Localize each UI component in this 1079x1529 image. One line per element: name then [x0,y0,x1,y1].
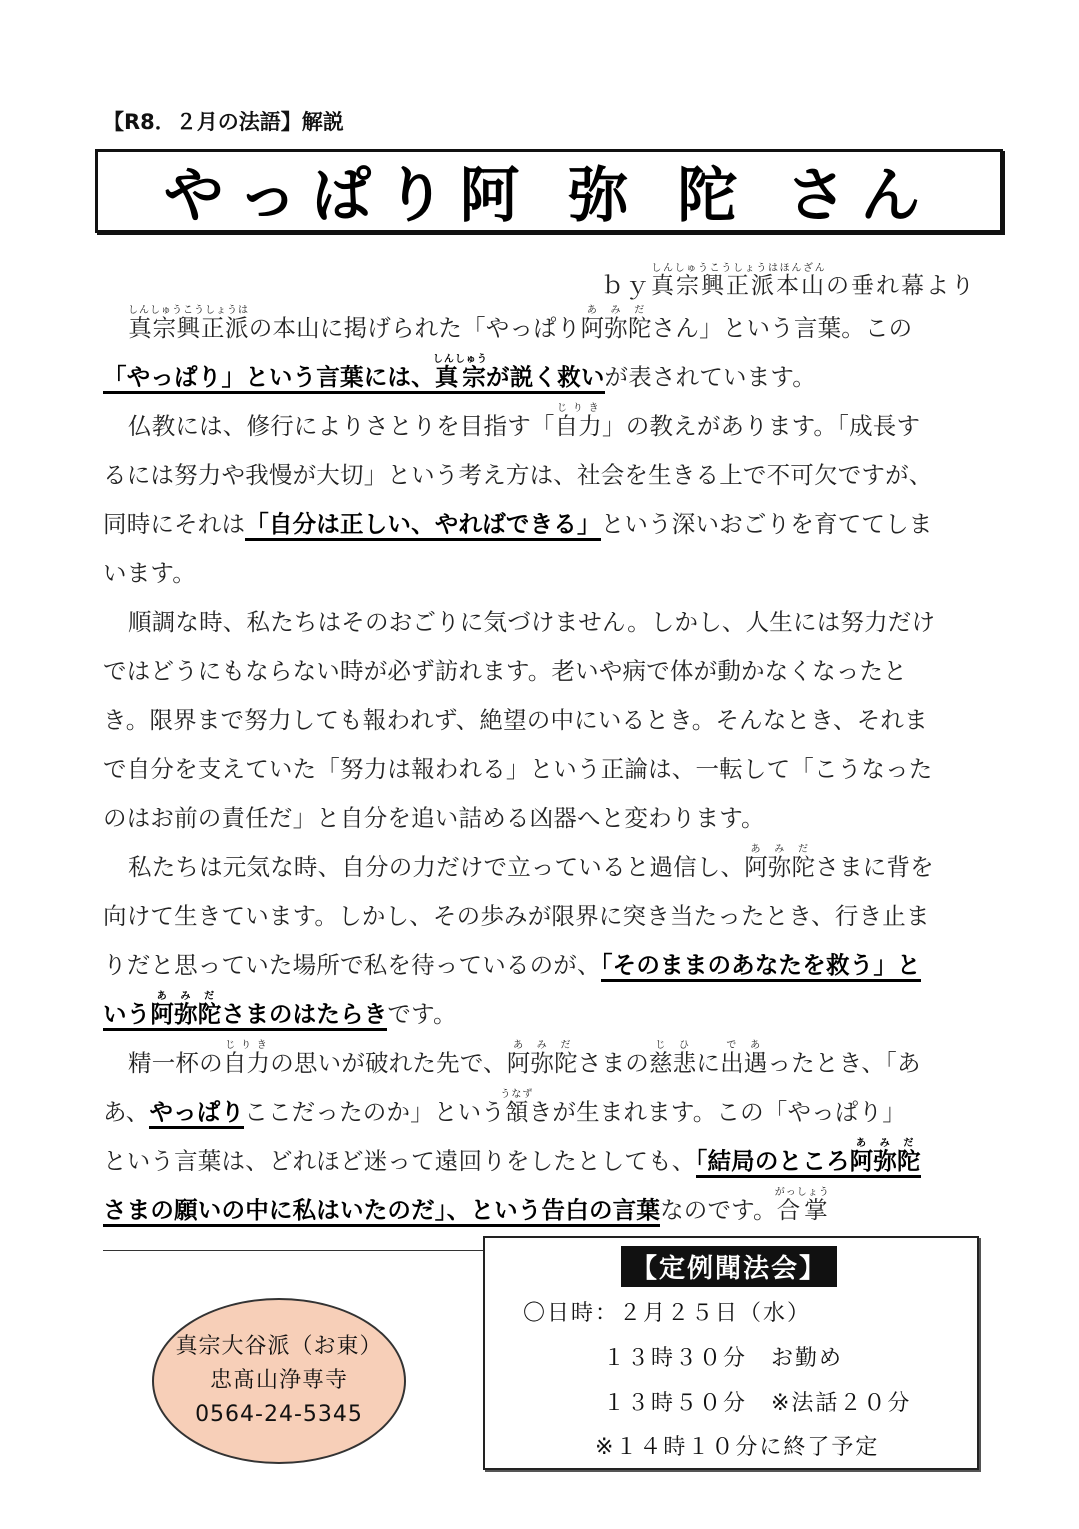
paragraph-5-line-3: という言葉は、どれほど迷って遠回りをしたとしても、「結局のところ阿弥陀あみだ [103,1137,979,1186]
byline [601,263,976,300]
byline-prefix: ｂｙ [601,273,651,299]
paragraph-4-line-2: 向けて生きています。しかし、その歩みが限界に突き当たったとき、行き止ま [103,902,930,930]
paragraph-5-line-1: 精一杯の自力じりきの思いが破れた先で、阿弥陀あみださまの慈悲じひに出遇であったとき、「あ [128,1040,921,1077]
paragraph-2-line-4: います。 [103,559,196,587]
underlined-phrase: さまの願いの中に私はいたのだ」、という告白の言葉 [103,1196,660,1227]
paragraph-3-line-3: き。限界まで努力しても報われず、絶望の中にいるとき。そんなとき、それま [103,706,928,734]
underlined-phrase: やっぱり [149,1098,244,1129]
underlined-phrase: いう阿弥陀あみださまのはたらき [103,1000,387,1031]
divider-line [103,1250,483,1251]
paragraph-3-line-1: 順調な時、私たちはそのおごりに気づけません。しかし、人生には努力だけ [128,608,936,636]
underlined-phrase: 「結局のところ阿弥陀あみだ [696,1147,921,1178]
paragraph-4-line-1: 私たちは元気な時、自分の力だけで立っていると過信し、阿弥陀あみださまに背を [128,844,934,881]
paragraph-4-line-3: りだと思っていた場所で私を待っているのが、「そのままのあなたを救う」と [103,941,979,990]
event-box [483,1236,979,1470]
paragraph-3-line-4: で自分を支えていた「努力は報われる」という正論は、一転して「こうなった [103,755,933,783]
byline-suffix: の垂れ幕より [826,273,976,299]
event-title: 【定例聞法会】 [621,1246,837,1287]
paragraph-2-line-1: 仏教には、修行によりさとりを目指す「自力じりき」の教えがあります。「成長す [128,403,921,440]
paragraph-2-line-2: るには努力や我慢が大切」という考え方は、社会を生きる上で不可欠ですが、 [103,461,933,489]
paragraph-5-line-4: さまの願いの中に私はいたのだ」、という告白の言葉なのです。合掌がっしょう [103,1186,979,1235]
event-date: 〇日時：２月２５日（水） [523,1301,812,1326]
temple-info-oval [152,1298,406,1464]
paragraph-2-line-3: 同時にそれは「自分は正しい、やればできる」という深いおごりを育ててしま [103,500,979,549]
paragraph-1-line-2: 「やっぱり」という言葉には、真宗しんしゅうが説く救いが表されています。 [103,353,979,402]
title-box [95,149,1003,233]
underlined-phrase: 「やっぱり」という言葉には、真宗しんしゅうが説く救い [103,363,605,394]
paragraph-3-line-2: ではどうにもならない時が必ず訪れます。老いや病で体が動かなくなったと [103,657,907,685]
temple-name: 忠髙山浄専寺 [209,1368,348,1393]
page-title: やっぱり阿 弥 陀 さん [163,161,935,231]
event-end-note: ※１４時１０分に終了予定 [595,1435,880,1460]
underlined-phrase: 「そのままのあなたを救う」と [601,951,921,982]
paragraph-4-line-4: いう阿弥陀あみださまのはたらきです。 [103,990,979,1039]
event-time-1: １３時３０分 お勤め [603,1346,844,1371]
underlined-phrase: 「自分は正しい、やればできる」 [245,510,601,541]
paragraph-1-line-1: 真宗興正派しんしゅうこうしょうはの本山に掲げられた「やっぱり阿弥陀あみださん」という言葉。この [128,305,913,342]
paragraph-3-line-5: のはお前の責任だ」と自分を追い詰める凶器へと変わります。 [103,804,765,832]
byline-name: 真宗興正派本山しんしゅうこうしょうはほんざん [651,263,826,299]
temple-phone: 0564-24-5345 [195,1402,363,1427]
event-time-2: １３時５０分 ※法話２０分 [603,1391,912,1416]
temple-sect: 真宗大谷派（お東） [175,1334,383,1359]
paragraph-5-line-2: あ、やっぱりここだったのか」という頷うなずきが生まれます。この「やっぱり」 [103,1088,979,1137]
article-body [103,304,979,1235]
page-heading: 【R8．２月の法語】解説 [103,110,344,134]
